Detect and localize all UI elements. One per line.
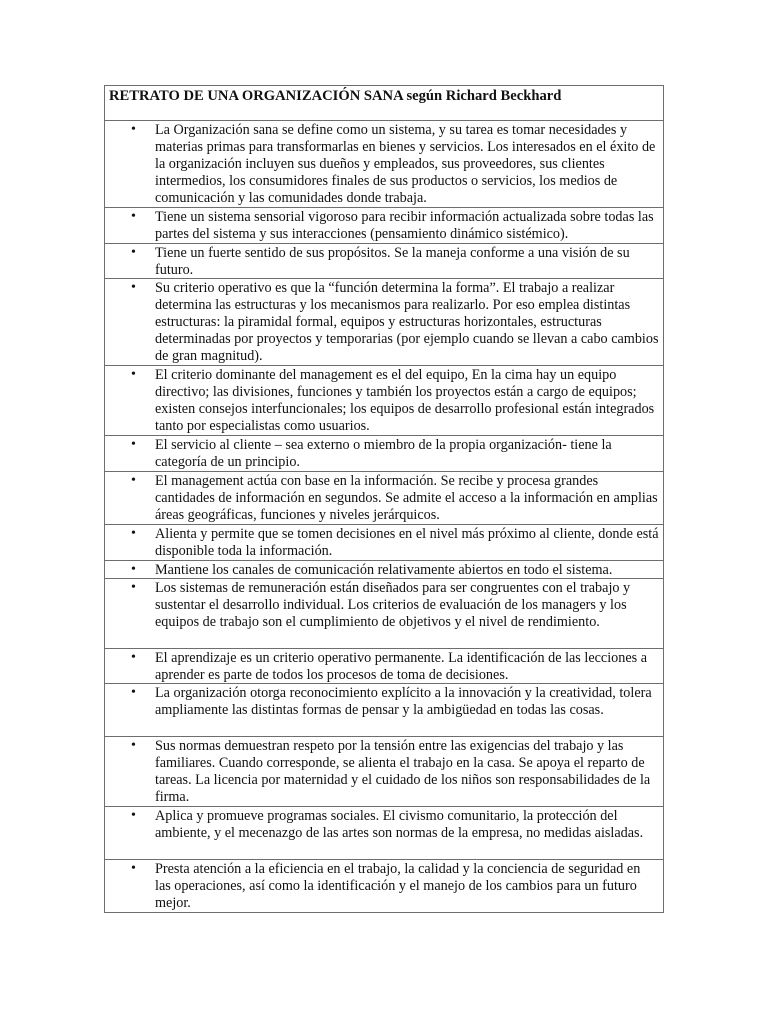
list-item xyxy=(105,121,664,208)
list-item-cell xyxy=(105,436,664,472)
list-item-cell xyxy=(105,561,664,579)
list-item xyxy=(105,366,664,436)
list-item-content xyxy=(105,860,663,912)
list-item-text: Tiene un fuerte sentido de sus propósitos. Se la maneja conforme a una visión de su futuro. xyxy=(155,245,630,278)
list-item-text: Sus normas demuestran respeto por la tensión entre las exigencias del trabajo y las familiares. Cuando corresponde, se alienta el trabajo en la casa. Se apoya el reparto de tareas. La licencia por maternidad y el cuidado de los niños son responsabilidades de la firma. xyxy=(155,738,651,805)
list-item-cell xyxy=(105,737,664,807)
list-item-content xyxy=(105,208,663,243)
list-item xyxy=(105,807,664,860)
list-item-cell xyxy=(105,579,664,649)
document-title: RETRATO DE UNA ORGANIZACIÓN SANA según Richard Beckhard xyxy=(109,88,562,104)
list-item-cell xyxy=(105,860,664,913)
list-item-content xyxy=(105,366,663,435)
list-item-content xyxy=(105,684,663,736)
list-item-text: La Organización sana se define como un sistema, y su tarea es tomar necesidades y materias primas para transformarlas en bienes y servicios. Los interesados en el éxito de la organización incluyen sus dueños y empleados, sus proveedores, sus clientes intermedios, los consumidores finales de sus productos o servicios, los medios de comunicación y las comunidades donde trabaja. xyxy=(155,122,656,206)
list-item xyxy=(105,472,664,525)
bullet-icon: • xyxy=(131,808,136,823)
list-item xyxy=(105,436,664,472)
list-item xyxy=(105,208,664,244)
list-item-text: Su criterio operativo es que la “función determina la forma”. El trabajo a realizar determina las estructuras y los mecanismos para realizarlo. Por eso emplea distintas estructuras: la piramidal formal, equipos y estructuras horizontales, estructuras determinadas por proyectos y temporarias (por ejemplo cuando se llevan a cabo cambios de gran magnitud). xyxy=(155,280,659,364)
bullet-icon: • xyxy=(131,473,136,488)
list-item-content xyxy=(105,525,663,560)
bullet-icon: • xyxy=(131,280,136,295)
list-item-cell xyxy=(105,807,664,860)
list-item xyxy=(105,561,664,579)
list-item-cell xyxy=(105,472,664,525)
list-item-content xyxy=(105,472,663,524)
list-item-cell xyxy=(105,684,664,737)
list-item-text: El criterio dominante del management es el del equipo, En la cima hay un equipo directivo; las divisiones, funciones y también los proyectos están a cargo de equipos; existen consejos interfuncionales; los equipos de desarrollo profesional están integrados tanto por especialistas como usuarios. xyxy=(155,367,655,434)
list-item-content xyxy=(105,579,663,648)
bullet-icon: • xyxy=(131,738,136,753)
list-item-text: El aprendizaje es un criterio operativo permanente. La identificación de las lecciones a aprender es parte de todos los procesos de toma de decisiones. xyxy=(155,650,647,683)
list-item-text: Presta atención a la eficiencia en el trabajo, la calidad y la conciencia de seguridad en las operaciones, así como la identificación y el manejo de los cambios para un futuro mejor. xyxy=(155,861,641,911)
list-item-cell xyxy=(105,649,664,684)
list-item-content xyxy=(105,121,663,207)
list-item-cell xyxy=(105,525,664,561)
bullet-icon: • xyxy=(131,122,136,137)
list-item xyxy=(105,244,664,279)
list-item xyxy=(105,860,664,913)
list-item xyxy=(105,649,664,684)
list-item xyxy=(105,684,664,737)
list-item-text: Los sistemas de remuneración están diseñados para ser congruentes con el trabajo y sustentar el desarrollo individual. Los criterios de evaluación de los managers y los equipos de trabajo son el cumplimiento de objetivos y el nivel de rendimiento. xyxy=(155,580,631,630)
list-item-cell xyxy=(105,244,664,279)
list-item-cell xyxy=(105,366,664,436)
list-item-text: Tiene un sistema sensorial vigoroso para recibir información actualizada sobre todas las partes del sistema y sus interacciones (pensamiento dinámico sistémico). xyxy=(155,209,654,242)
title-cell xyxy=(105,86,664,121)
bullet-icon: • xyxy=(131,650,136,665)
bullet-icon: • xyxy=(131,861,136,876)
list-item-content xyxy=(105,436,663,471)
list-item-content xyxy=(105,279,663,365)
list-item-text: Aplica y promueve programas sociales. El civismo comunitario, la protección del ambiente, y el mecenazgo de las artes son normas de la empresa, no medidas aisladas. xyxy=(155,808,644,841)
organization-traits-table xyxy=(104,85,664,913)
list-item-cell xyxy=(105,121,664,208)
bullet-icon: • xyxy=(131,245,136,260)
list-item xyxy=(105,279,664,366)
bullet-icon: • xyxy=(131,562,136,577)
list-item-text: Mantiene los canales de comunicación relativamente abiertos en todo el sistema. xyxy=(155,562,613,578)
list-item-text: El servicio al cliente – sea externo o miembro de la propia organización- tiene la categoría de un principio. xyxy=(155,437,612,470)
title-row xyxy=(105,86,664,121)
bullet-icon: • xyxy=(131,437,136,452)
list-item-text: La organización otorga reconocimiento explícito a la innovación y la creatividad, tolera ampliamente las distintas formas de pensar y la ambigüedad en todas las cosas. xyxy=(155,685,652,718)
list-item-content xyxy=(105,807,663,859)
list-item-text: El management actúa con base en la información. Se recibe y procesa grandes cantidades de información en segundos. Se admite el acceso a la información en amplias áreas geográficas, funciones y niveles jerárquicos. xyxy=(155,473,658,523)
list-item-text: Alienta y permite que se tomen decisiones en el nivel más próximo al cliente, donde está disponible toda la información. xyxy=(155,526,659,559)
list-item-content xyxy=(105,737,663,806)
bullet-icon: • xyxy=(131,685,136,700)
list-item xyxy=(105,737,664,807)
list-item-content xyxy=(105,649,663,683)
bullet-icon: • xyxy=(131,580,136,595)
list-item xyxy=(105,525,664,561)
list-item-content xyxy=(105,244,663,278)
list-item-cell xyxy=(105,208,664,244)
bullet-icon: • xyxy=(131,209,136,224)
list-item-cell xyxy=(105,279,664,366)
list-item xyxy=(105,579,664,649)
bullet-icon: • xyxy=(131,526,136,541)
bullet-icon: • xyxy=(131,367,136,382)
list-item-content xyxy=(105,561,663,578)
